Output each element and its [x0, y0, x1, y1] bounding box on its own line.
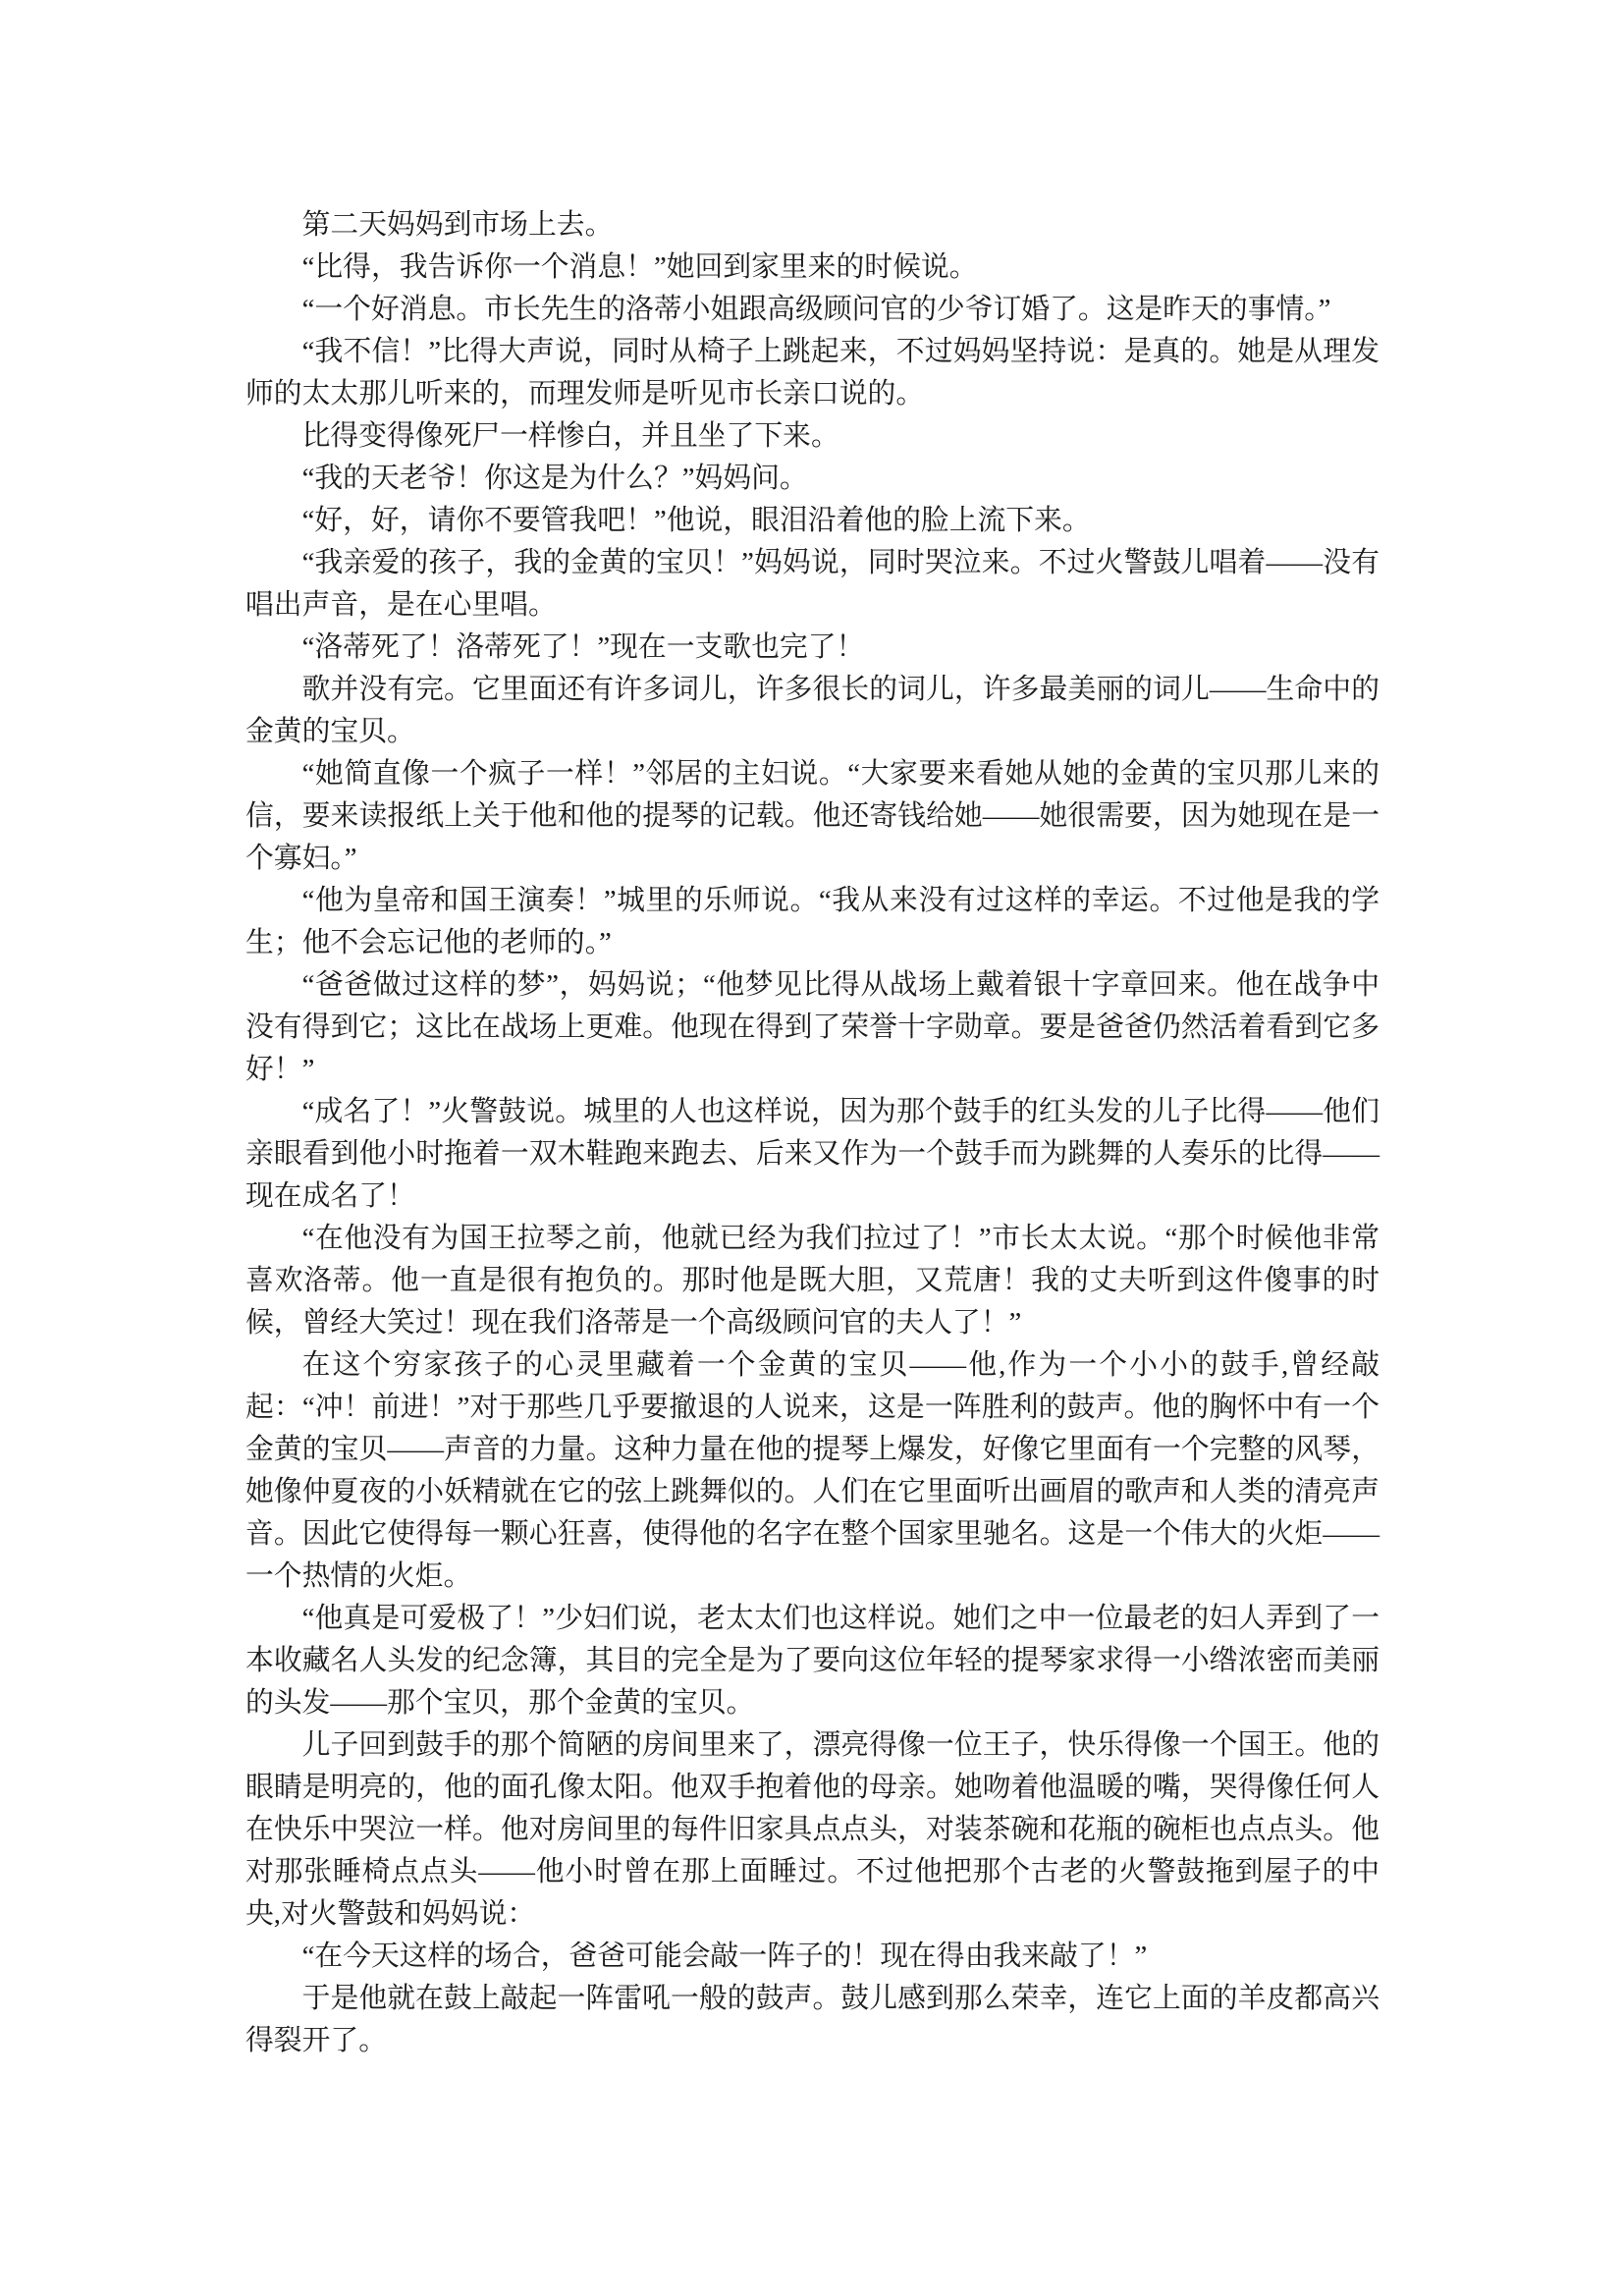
paragraph: “洛蒂死了！洛蒂死了！”现在一支歌也完了！ — [301, 631, 865, 663]
paragraph: “在他没有为国王拉琴之前，他就已经为我们拉过了！”市长太太说。“那个时候他非常喜欢洛蒂。他一直是很有抱负的。那时他是既大胆，又荒唐！我的丈夫听到这件傻事的时候，曾经大笑过！现在我们洛蒂是一个高级顾问官的夫人了！” — [245, 1223, 1380, 1339]
paragraph: “我的天老爷！你这是为什么？”妈妈问。 — [301, 463, 808, 494]
paragraph: “比得，我告诉你一个消息！”她回到家里来的时候说。 — [301, 251, 978, 283]
paragraph: “他真是可爱极了！”少妇们说，老太太们也这样说。她们之中一位最老的妇人弄到了一本收藏名人头发的纪念簿，其目的完全是为了要向这位年轻的提琴家求得一小绺浓密而美丽的头发——那个宝贝，那个金黄的宝贝。 — [245, 1603, 1380, 1719]
paragraph: “我亲爱的孩子，我的金黄的宝贝！”妈妈说，同时哭泣来。不过火警鼓儿唱着——没有唱出声音，是在心里唱。 — [245, 547, 1380, 621]
paragraph: “我不信！”比得大声说，同时从椅子上跳起来，不过妈妈坚持说：是真的。她是从理发师的太太那儿听来的，而理发师是听见市长亲口说的。 — [245, 336, 1380, 410]
paragraph: “成名了！”火警鼓说。城里的人也这样说，因为那个鼓手的红头发的儿子比得——他们亲眼看到他小时拖着一双木鞋跑来跑去、后来又作为一个鼓手而为跳舞的人奏乐的比得——现在成名了！ — [245, 1096, 1380, 1212]
story-text — [245, 204, 1380, 2062]
paragraph: “她简直像一个疯子一样！”邻居的主妇说。“大家要来看她从她的金黄的宝贝那儿来的信，要来读报纸上关于他和他的提琴的记载。他还寄钱给她——她很需要，因为她现在是一个寡妇。” — [245, 758, 1380, 874]
paragraph: 歌并没有完。它里面还有许多词儿，许多很长的词儿，许多最美丽的词儿——生命中的金黄的宝贝。 — [245, 674, 1380, 747]
paragraph: 儿子回到鼓手的那个简陋的房间里来了，漂亮得像一位王子，快乐得像一个国王。他的眼睛是明亮的，他的面孔像太阳。他双手抱着他的母亲。她吻着他温暖的嘴，哭得像任何人在快乐中哭泣一样。他对房间里的每件旧家具点点头，对装茶碗和花瓶的碗柜也点点头。他对那张睡椅点点头——他小时曾在那上面睡过。不过他把那个古老的火警鼓拖到屋子的中央,对火警鼓和妈妈说： — [245, 1729, 1380, 1930]
paragraph: “爸爸做过这样的梦”，妈妈说；“他梦见比得从战场上戴着银十字章回来。他在战争中没有得到它；这比在战场上更难。他现在得到了荣誉十字勋章。要是爸爸仍然活着看到它多好！” — [245, 969, 1380, 1085]
paragraph: 比得变得像死尸一样惨白，并且坐了下来。 — [301, 420, 839, 452]
paragraph: “他为皇帝和国王演奏！”城里的乐师说。“我从来没有过这样的幸运。不过他是我的学生；他不会忘记他的老师的。” — [245, 885, 1380, 958]
paragraph: “一个好消息。市长先生的洛蒂小姐跟高级顾问官的少爷订婚了。这是昨天的事情。” — [301, 294, 1331, 325]
paragraph: “好，好，请你不要管我吧！”他说，眼泪沿着他的脸上流下来。 — [301, 505, 1091, 536]
paragraph: 第二天妈妈到市场上去。 — [301, 209, 614, 241]
paragraph: “在今天这样的场合，爸爸可能会敲一阵子的！现在得由我来敲了！” — [301, 1941, 1148, 1972]
paragraph: 于是他就在鼓上敲起一阵雷吼一般的鼓声。鼓儿感到那么荣幸，连它上面的羊皮都高兴得裂开了。 — [245, 1983, 1380, 2056]
paragraph: 在这个穷家孩子的心灵里藏着一个金黄的宝贝——他,作为一个小小的鼓手,曾经敲起：“冲！前进！”对于那些几乎要撤退的人说来，这是一阵胜利的鼓声。他的胸怀中有一个金黄的宝贝——声音的力量。这种力量在他的提琴上爆发，好像它里面有一个完整的风琴，她像仲夏夜的小妖精就在它的弦上跳舞似的。人们在它里面听出画眉的歌声和人类的清亮声音。因此它使得每一颗心狂喜，使得他的名字在整个国家里驰名。这是一个伟大的火炬——一个热情的火炬。 — [245, 1349, 1380, 1592]
